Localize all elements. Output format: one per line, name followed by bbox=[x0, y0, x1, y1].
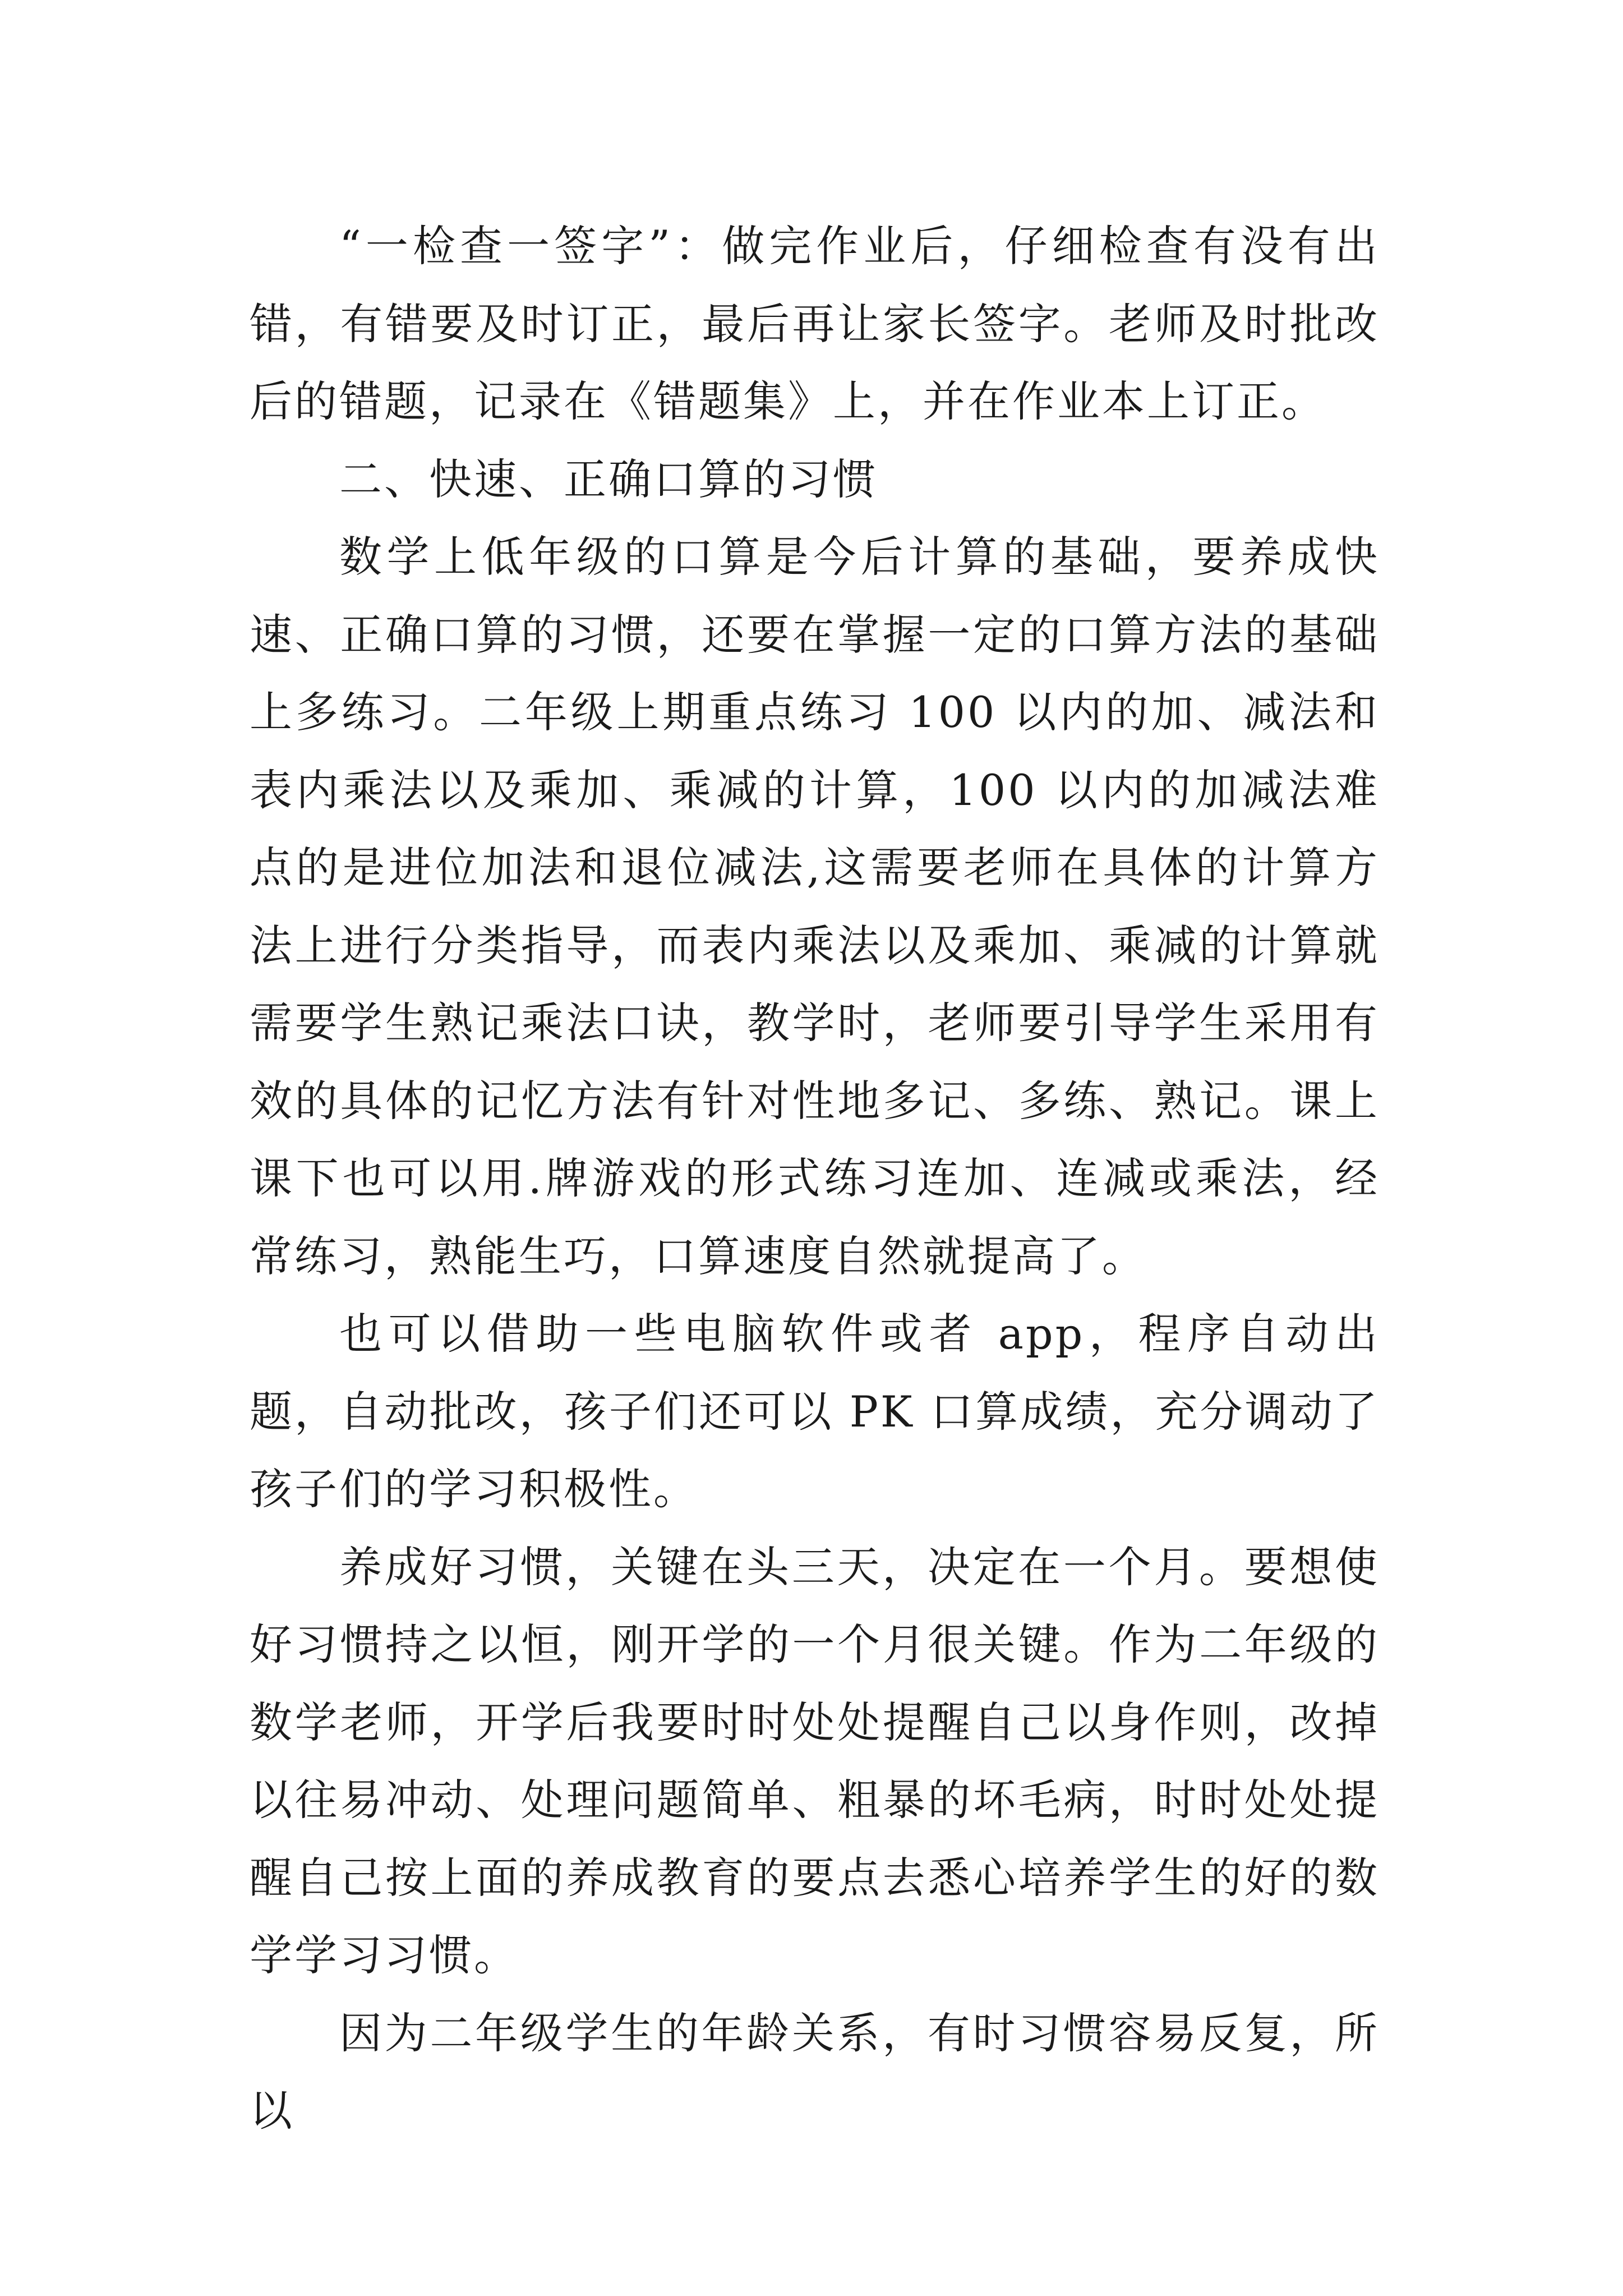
section-heading-mental-arithmetic: 二、快速、正确口算的习惯 bbox=[339, 454, 878, 504]
paragraph-software-app: 也可以借助一些电脑软件或者 app，程序自动出题，自动批改，孩子们还可以 PK 口算成绩，充分调动了孩子们的学习积极性。 bbox=[250, 1309, 1380, 1514]
paragraph-good-habits: 养成好习惯，关键在头三天，决定在一个月。要想使好习惯持之以恒，刚开学的一个月很关键。作为二年级的数学老师，开学后我要时时处处提醒自己以身作则，改掉以往易冲动、处理问题简单、粗暴的坏毛病，时时处处提醒自己按上面的养成教育的要点去悉心培养学生的好的数学学习习惯。 bbox=[250, 1542, 1380, 1980]
paragraph-mental-arithmetic: 数学上低年级的口算是今后计算的基础，要养成快速、正确口算的习惯，还要在掌握一定的口算方法的基础上多练习。二年级上期重点练习 100 以内的加、减法和表内乘法以及乘加、乘减的计算，100 以内的加减法难点的是进位加法和退位减法,这需要老师在具体的计算方法上进行分类指导，而表内乘法以及乘加、乘减的计算就需要学生熟记乘法口诀，教学时，老师要引导学生采用有效的具体的记忆方法有针对性地多记、多练、熟记。课上课下也可以用.牌游戏的形式练习连加、连减或乘法，经常练习，熟能生巧，口算速度自然就提高了。 bbox=[250, 532, 1380, 1281]
paragraph-age-relation: 因为二年级学生的年龄关系，有时习惯容易反复，所以 bbox=[250, 2008, 1380, 2136]
paragraph-check-and-sign: “一检查一签字”：做完作业后，仔细检查有没有出错，有错要及时订正，最后再让家长签字。老师及时批改后的错题，记录在《错题集》上，并在作业本上订正。 bbox=[250, 221, 1380, 426]
document-body bbox=[250, 208, 1380, 2150]
